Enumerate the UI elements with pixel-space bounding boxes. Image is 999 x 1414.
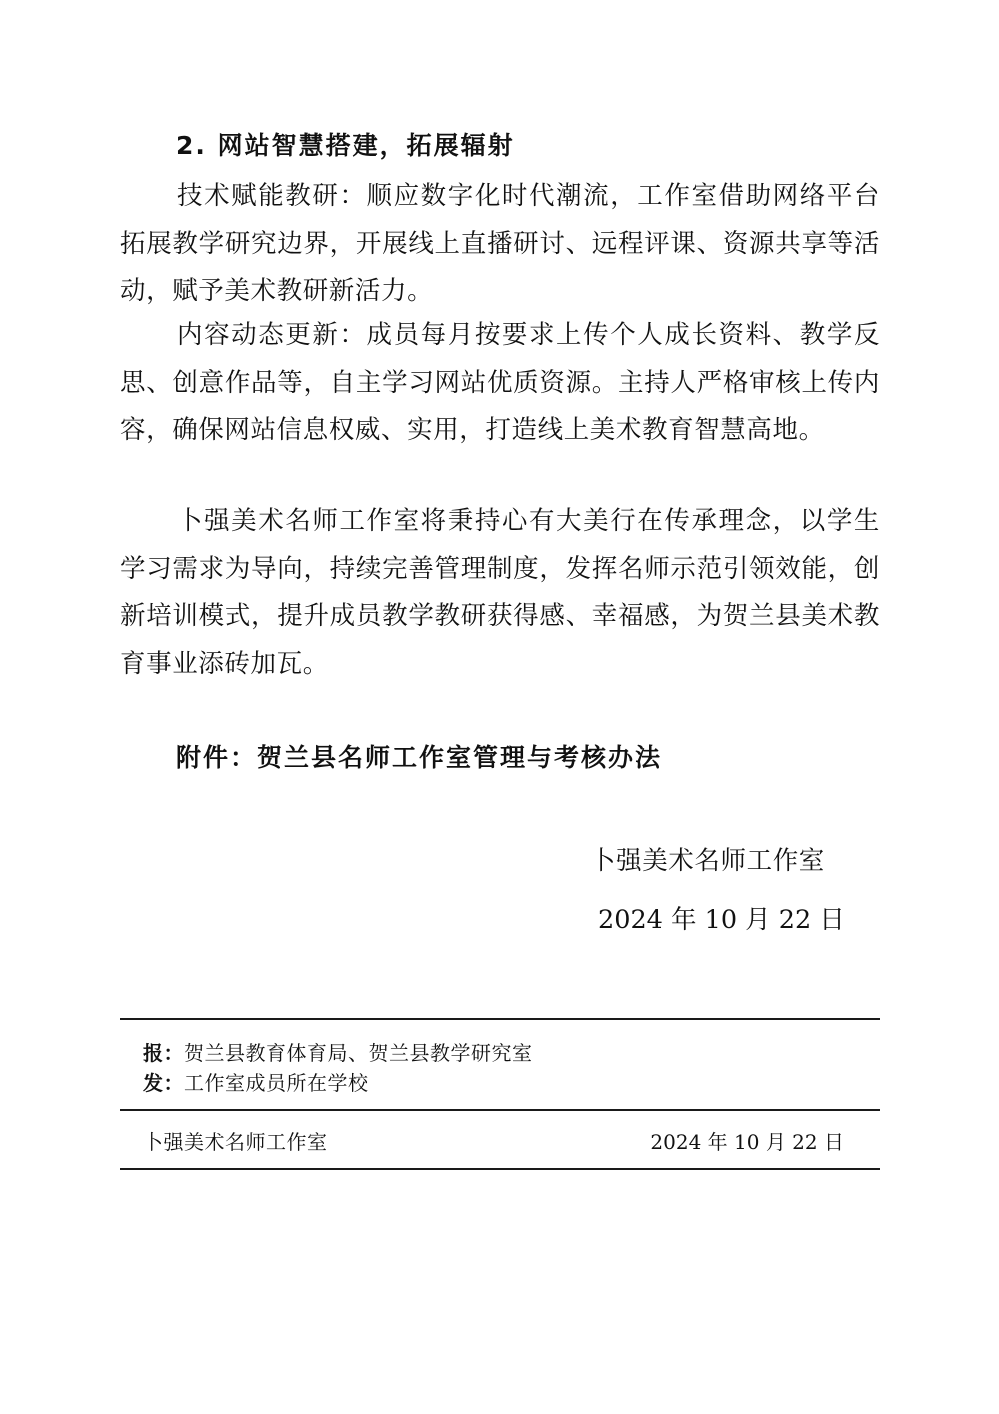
signature-name: 卜强美术名师工作室: [590, 846, 825, 876]
report-label: 报：: [143, 1041, 184, 1065]
divider-bottom: [120, 1168, 880, 1170]
paragraph-conclusion: 卜强美术名师工作室将秉持心有大美行在传承理念，以学生学习需求为导向，持续完善管理制度，发挥名师示范引领效能，创新培训模式，提升成员教学教研获得感、幸福感，为贺兰县美术教育事业添砖加瓦。: [120, 506, 880, 679]
paragraph-content-update: 内容动态更新：成员每月按要求上传个人成长资料、教学反思、创意作品等，自主学习网站优质资源。主持人严格审核上传内容，确保网站信息权威、实用，打造线上美术教育智慧高地。: [120, 320, 880, 445]
divider-top: [120, 1018, 880, 1020]
attachment-title: 附件：贺兰县名师工作室管理与考核办法: [176, 743, 663, 772]
signature-date: 2024 年 10 月 22 日: [598, 905, 845, 935]
section-heading: 2. 网站智慧搭建，拓展辐射: [176, 131, 515, 160]
distribution-report-line: [143, 1039, 533, 1067]
send-label: 发：: [143, 1071, 184, 1095]
footer-date: 2024 年 10 月 22 日: [650, 1130, 844, 1154]
send-recipients: 工作室成员所在学校: [184, 1071, 369, 1095]
footer-issuer: 卜强美术名师工作室: [143, 1130, 328, 1154]
paragraph-tech-empowerment: 技术赋能教研：顺应数字化时代潮流，工作室借助网络平台拓展教学研究边界，开展线上直播研讨、远程评课、资源共享等活动，赋予美术教研新活力。: [120, 181, 880, 306]
divider-middle: [120, 1109, 880, 1111]
distribution-send-line: [143, 1069, 369, 1097]
report-recipients: 贺兰县教育体育局、贺兰县教学研究室: [184, 1041, 533, 1065]
